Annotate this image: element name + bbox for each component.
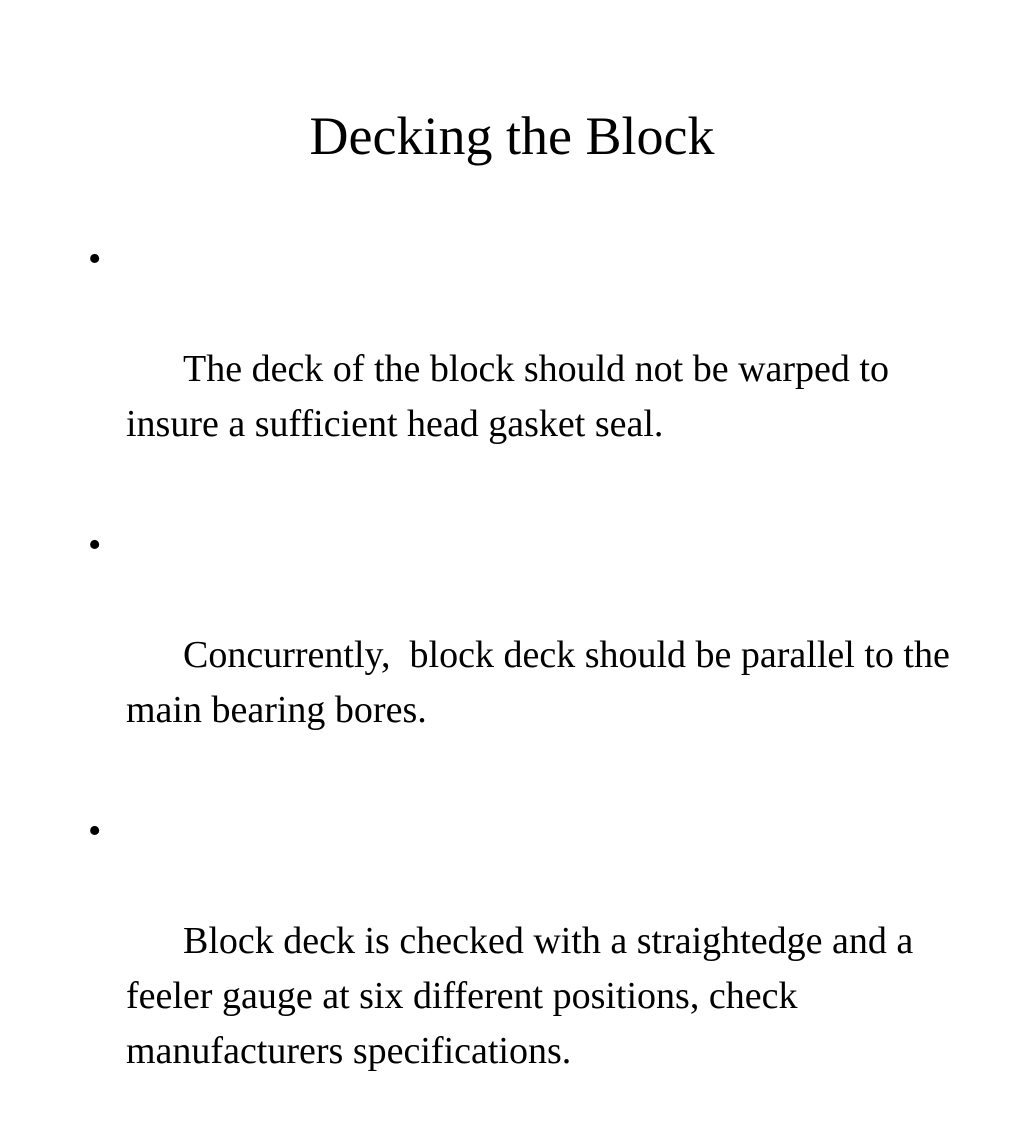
bullet-text: Concurrently, block deck should be parallel to the main bearing bores. [126,634,960,731]
bullet-list [84,232,964,1145]
bullet-item [84,518,964,793]
bullet-text: Block deck is checked with a straightedge and a feeler gauge at six different positions, check manufacturers specifications. [126,920,923,1072]
bullet-text: The deck of the block should not be warped to insure a sufficient head gasket seal. [126,348,899,445]
bullet-item [84,232,964,507]
bullet-item [84,804,964,1134]
slide-title: Decking the Block [309,106,715,166]
bullet-marker: • [88,524,102,566]
bullet-marker: • [88,810,102,852]
bullet-marker: • [88,238,102,280]
